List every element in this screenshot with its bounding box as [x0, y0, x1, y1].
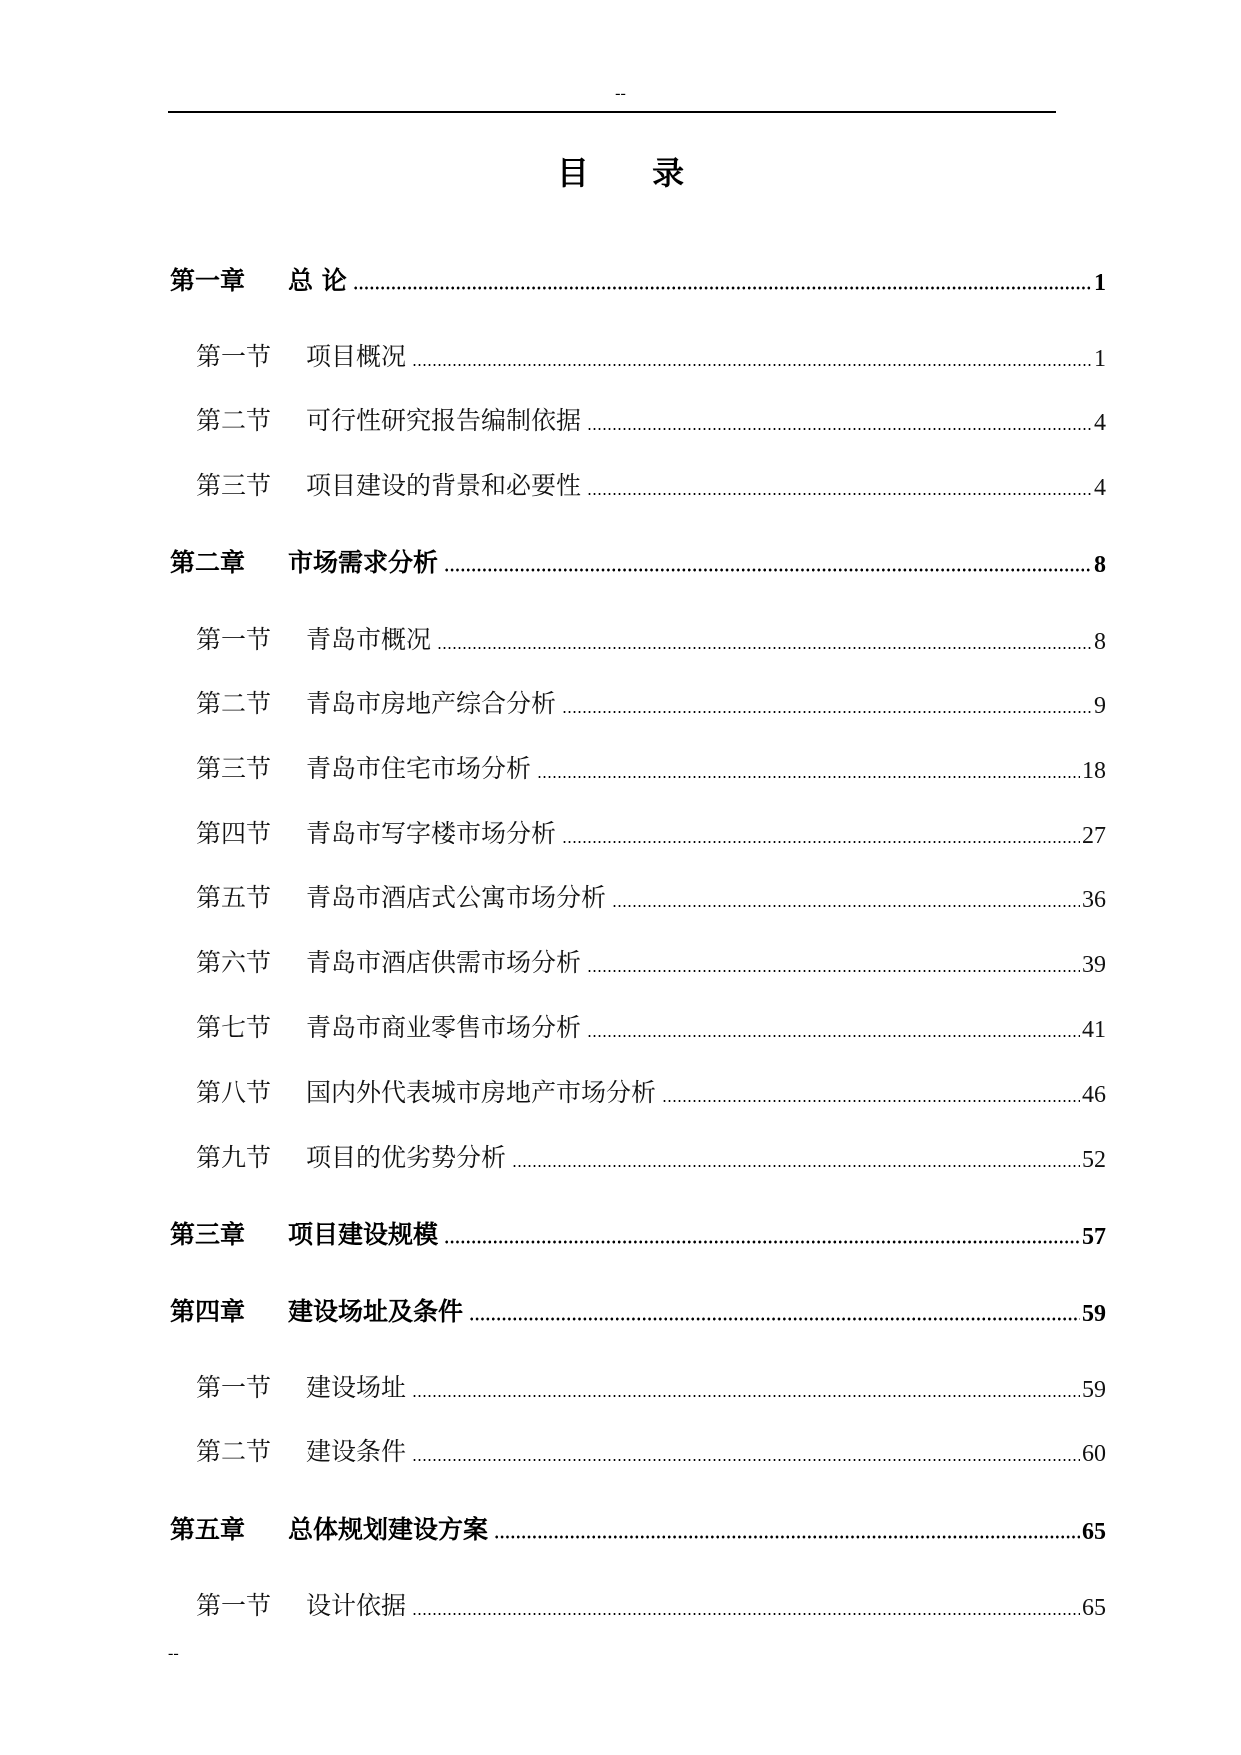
toc-entry-number: 第三节 — [196, 471, 272, 500]
toc-page-number: 41 — [1082, 1017, 1106, 1043]
toc-dot-leader — [562, 840, 1080, 844]
toc-entry-number: 第八节 — [196, 1078, 272, 1107]
toc-entry-title: 青岛市写字楼市场分析 — [306, 819, 557, 848]
toc-dot-leader — [512, 1164, 1080, 1168]
header-mark: -- — [615, 85, 626, 102]
toc-page-number: 59 — [1082, 1301, 1106, 1327]
toc-dot-leader — [587, 427, 1092, 431]
toc-page-number: 9 — [1094, 693, 1106, 719]
toc-section-entry[interactable] — [196, 1428, 1106, 1468]
toc-entry-title: 青岛市概况 — [306, 625, 432, 654]
toc-dot-leader — [494, 1535, 1080, 1539]
toc-entry-number: 第四章 — [170, 1297, 246, 1326]
toc-entry-title: 总 论 — [288, 266, 347, 295]
toc-section-entry[interactable] — [196, 1582, 1106, 1622]
toc-page-number: 60 — [1082, 1441, 1106, 1467]
toc-entry-title: 青岛市住宅市场分析 — [306, 754, 532, 783]
toc-entry-title: 设计依据 — [306, 1591, 407, 1620]
toc-section-entry[interactable] — [196, 1004, 1106, 1044]
toc-entry-number: 第五章 — [170, 1515, 246, 1544]
toc-entry-number: 第七节 — [196, 1013, 272, 1042]
toc-entry-title: 项目建设规模 — [288, 1220, 439, 1249]
toc-chapter-entry[interactable] — [170, 257, 1106, 297]
toc-dot-leader — [587, 492, 1092, 496]
toc-entry-number: 第一节 — [196, 1591, 272, 1620]
toc-dot-leader — [587, 1034, 1080, 1038]
toc-chapter-entry[interactable] — [170, 1506, 1106, 1546]
toc-page-number: 1 — [1094, 270, 1106, 296]
toc-page-number: 65 — [1082, 1519, 1106, 1545]
toc-entry-title: 建设场址 — [306, 1373, 407, 1402]
toc-entry-title: 青岛市房地产综合分析 — [306, 689, 557, 718]
header-rule — [168, 111, 1056, 113]
toc-entry-title: 青岛市酒店供需市场分析 — [306, 948, 582, 977]
page-title: 目 录 — [556, 154, 711, 192]
toc-entry-title: 建设条件 — [306, 1437, 407, 1466]
toc-entry-number: 第四节 — [196, 819, 272, 848]
toc-section-entry[interactable] — [196, 874, 1106, 914]
toc-dot-leader — [444, 568, 1092, 572]
toc-entry-number: 第一节 — [196, 1373, 272, 1402]
toc-section-entry[interactable] — [196, 1069, 1106, 1109]
toc-page-number: 57 — [1082, 1224, 1106, 1250]
toc-dot-leader — [444, 1240, 1080, 1244]
toc-entry-title: 项目概况 — [306, 342, 407, 371]
toc-section-entry[interactable] — [196, 1364, 1106, 1404]
footer-mark: -- — [168, 1645, 179, 1662]
toc-dot-leader — [412, 1458, 1080, 1462]
toc-page-number: 36 — [1082, 887, 1106, 913]
toc-page-number: 52 — [1082, 1147, 1106, 1173]
toc-entry-title: 项目的优劣势分析 — [306, 1143, 507, 1172]
toc-entry-title: 国内外代表城市房地产市场分析 — [306, 1078, 657, 1107]
toc-section-entry[interactable] — [196, 745, 1106, 785]
toc-dot-leader — [662, 1099, 1080, 1103]
toc-section-entry[interactable] — [196, 462, 1106, 502]
toc-dot-leader — [412, 363, 1092, 367]
toc-entry-number: 第三章 — [170, 1220, 246, 1249]
toc-dot-leader — [469, 1317, 1080, 1321]
toc-section-entry[interactable] — [196, 1134, 1106, 1174]
toc-entry-number: 第二节 — [196, 1437, 272, 1466]
toc-page-number: 4 — [1094, 475, 1106, 501]
toc-page-number: 65 — [1082, 1595, 1106, 1621]
toc-page-number: 27 — [1082, 823, 1106, 849]
toc-entry-number: 第一节 — [196, 625, 272, 654]
toc-chapter-entry[interactable] — [170, 1288, 1106, 1328]
toc-entry-number: 第六节 — [196, 948, 272, 977]
toc-page-number: 8 — [1094, 552, 1106, 578]
toc-page-number: 4 — [1094, 410, 1106, 436]
toc-page-number: 59 — [1082, 1377, 1106, 1403]
toc-dot-leader — [562, 710, 1092, 714]
toc-entry-number: 第一章 — [170, 266, 246, 295]
toc-entry-title: 总体规划建设方案 — [288, 1515, 489, 1544]
toc-entry-number: 第三节 — [196, 754, 272, 783]
toc-dot-leader — [587, 969, 1080, 973]
toc-section-entry[interactable] — [196, 680, 1106, 720]
toc-entry-title: 青岛市酒店式公寓市场分析 — [306, 883, 607, 912]
toc-entry-number: 第二章 — [170, 548, 246, 577]
toc-entry-number: 第二节 — [196, 689, 272, 718]
toc-dot-leader — [612, 904, 1080, 908]
toc-dot-leader — [412, 1394, 1080, 1398]
toc-dot-leader — [353, 286, 1092, 290]
toc-section-entry[interactable] — [196, 333, 1106, 373]
toc-entry-title: 项目建设的背景和必要性 — [306, 471, 582, 500]
toc-dot-leader — [437, 646, 1092, 650]
toc-dot-leader — [537, 775, 1080, 779]
toc-entry-number: 第五节 — [196, 883, 272, 912]
toc-entry-title: 青岛市商业零售市场分析 — [306, 1013, 582, 1042]
toc-entry-title: 可行性研究报告编制依据 — [306, 406, 582, 435]
toc-section-entry[interactable] — [196, 810, 1106, 850]
toc-chapter-entry[interactable] — [170, 1211, 1106, 1251]
toc-page-number: 39 — [1082, 952, 1106, 978]
toc-chapter-entry[interactable] — [170, 539, 1106, 579]
toc-section-entry[interactable] — [196, 939, 1106, 979]
toc-section-entry[interactable] — [196, 616, 1106, 656]
toc-page-number: 1 — [1094, 346, 1106, 372]
toc-page-number: 46 — [1082, 1082, 1106, 1108]
toc-entry-number: 第九节 — [196, 1143, 272, 1172]
toc-page-number: 18 — [1082, 758, 1106, 784]
toc-dot-leader — [412, 1612, 1080, 1616]
toc-page-number: 8 — [1094, 629, 1106, 655]
toc-section-entry[interactable] — [196, 397, 1106, 437]
toc-entry-number: 第二节 — [196, 406, 272, 435]
toc-entry-title: 市场需求分析 — [288, 548, 439, 577]
toc-entry-number: 第一节 — [196, 342, 272, 371]
toc-entry-title: 建设场址及条件 — [288, 1297, 464, 1326]
